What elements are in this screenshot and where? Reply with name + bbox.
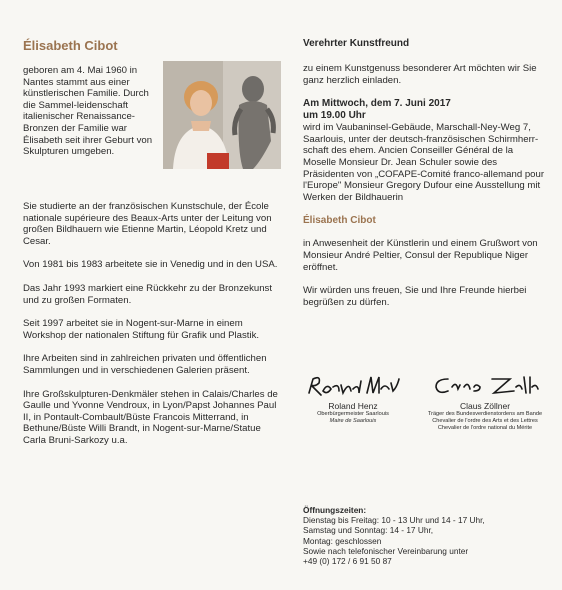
signature-block [303,373,553,443]
artist-name: Élisabeth Cibot [303,215,376,227]
opening-hours [303,505,553,566]
bio-paragraph: Das Jahr 1993 markiert eine Rückkehr zu der Bronzekunst und zu großen Formaten. [23,282,273,306]
bio-paragraph: Von 1981 bis 1983 arbeitete sie in Venedig und in den USA. [23,259,278,271]
invitation-text [303,38,548,320]
signer-role: Chevalier de l'ordre des Arts et des Lettres [432,418,538,424]
bio-paragraph: Ihre Großskulpturen-Denkmäler stehen in Calais/Charles de Gaulle und Yvonne Vendroux, in Lyon/Papst Johannes Paul II, in Pontault-Combault/Büste Francois Mitterrand, in Bethune/Büste Willi Brandt, in Nogent-sur-Marne/Statue Carla Bruni-Sarkozy u.a. [23,388,278,446]
artist-name-heading: Élisabeth Cibot [23,38,118,53]
signer-role: Träger des Bundesverdienstordens am Bande [427,411,543,417]
handwritten-signature [305,373,401,399]
event-description: wird im Vaubaninsel-Gebäude, Marschall-Ney-Weg 7, Saarlouis, unter der deutsch-französischen Schirmherr-schaft des ehem. Ancien Conseiller Général de la Moselle Monsieur Dr. Jean Schuler sowie des Präsidenten von „COFAPE-Comité franco-allemand pour l'Europe" Monsieur Gregory Dufour eine Ausstellung mit Werken der Bildhauerin [303,122,545,203]
signer-role: Maire de Saarlouis [329,418,377,424]
phone-number: +49 (0) 172 / 6 91 50 87 [303,556,392,567]
intro-text: geboren am 4. Mai 1960 in Nantes stammt aus einer künstlerischen Familie. Durch die Sammel-leidenschaft italienischer Renaissance-Bronzen der Familie war Élisabeth seit ihrer Geburt von Skulpturen umgeben. [23,65,153,158]
opening-hours-line: Samstag und Sonntag: 14 - 17 Uhr, [303,525,434,536]
salutation: Verehrter Kunstfreund [303,38,410,49]
opening-text: in Anwesenheit der Künstlerin und einem Grußwort von Monsieur André Peltier, Consul der Republique Niger eröffnet. [303,238,538,273]
event-time: um 19.00 Uhr [303,110,366,122]
handwritten-signature [430,373,540,399]
artist-photo [163,61,281,169]
signer-role: Chevalier de l'ordre national du Mérite [437,425,533,431]
signer-name: Claus Zöllner [459,401,511,411]
bio-paragraph: Ihre Arbeiten sind in zahlreichen privaten und öffentlichen Sammlungen und in verschiedenen Galerien präsent. [23,353,267,376]
artist-biography [23,38,278,459]
closing-text: Wir würden uns freuen, Sie und Ihre Freunde hierbei begrüßen zu dürfen. [303,285,527,308]
opening-hours-line: Dienstag bis Freitag: 10 - 13 Uhr und 14 - 17 Uhr, [303,515,485,526]
invite-text: zu einem Kunstgenuss besonderer Art möchten wir Sie ganz herzlich einladen. [303,63,537,86]
bio-paragraph: Seit 1997 arbeitet sie in Nogent-sur-Marne in einem Workshop der nationalen Stiftung für Grafik und Plastik. [23,318,260,341]
event-date: Am Mittwoch, dem 7. Juni 2017 [303,98,451,110]
signature-claus-zoellner [419,373,551,432]
opening-hours-title: Öffnungszeiten: [303,505,367,515]
opening-hours-line: Sowie nach telefonischer Vereinbarung unter [303,545,469,556]
opening-hours-line: Montag: geschlossen [303,535,382,546]
signer-role: Oberbürgermeister Saarlouis [317,411,389,417]
signer-name: Roland Henz [328,401,378,411]
bio-paragraph: Sie studierte an der französischen Kunstschule, der École nationale supérieure des Beaux-Arts unter der Leitung von großen Bildhauern wie Etienne Martin, Léopold Kretz und Cesar. [23,201,272,247]
intro-block [23,65,278,201]
signature-roland-henz [303,373,403,425]
